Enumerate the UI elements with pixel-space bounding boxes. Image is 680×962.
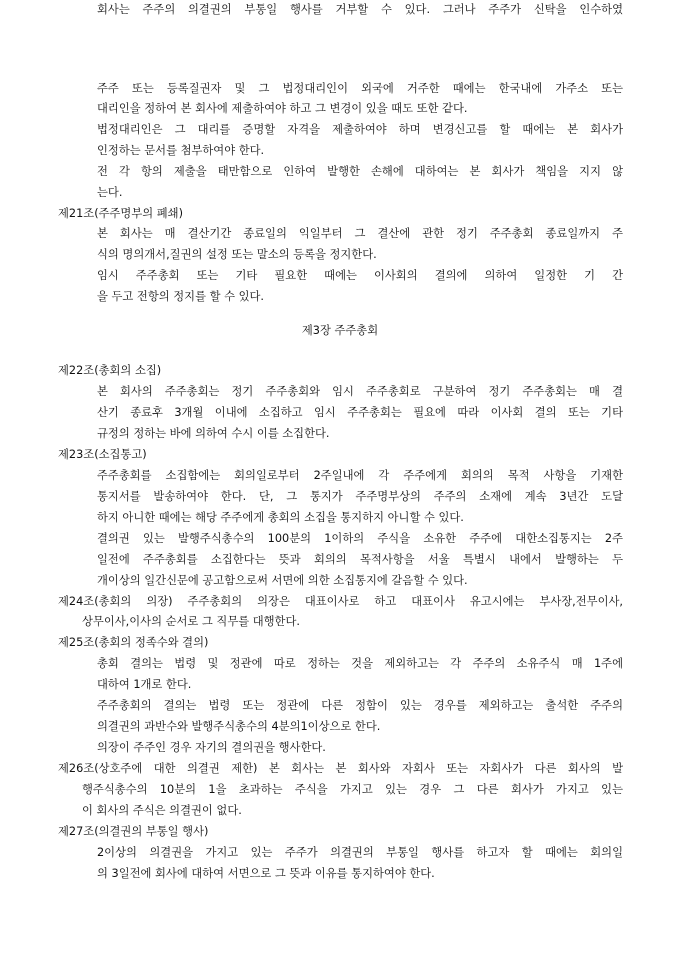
list-item-text: 본 회사는 매 결산기간 종료일의 익일부터 그 결산에 관한 정기 주주총회 종료일까지 주	[97, 227, 623, 240]
list-item-continuation: 일전에 주주총회를 소집한다는 뜻과 회의의 목적사항을 서울 특별시 내에서 발행하는 두	[97, 553, 623, 566]
list-item-continuation: 는다.	[97, 186, 123, 199]
article-heading: 제25조(총회의 정족수와 결의)	[58, 636, 209, 649]
list-item-text: 주주 또는 등록질권자 및 그 법정대리인이 외국에 거주한 때에는 한국내에 가주소 또는	[97, 82, 623, 95]
list-item-continuation: 하지 아니한 때에는 해당 주주에게 총회의 소집을 통지하지 아니할 수 있다.	[97, 511, 464, 524]
article-continuation: 상무이사,이사의 순서로 그 직무를 대행한다.	[82, 615, 300, 628]
article-continuation: 이 회사의 주식은 의결권이 없다.	[82, 804, 242, 817]
article-heading: 제27조(의결권의 부통일 행사)	[58, 825, 209, 838]
list-item-continuation: 을 두고 전항의 정지를 할 수 있다.	[97, 290, 265, 303]
list-item-text: 본 회사의 주주총회는 정기 주주총회와 임시 주주총회로 구분하여 정기 주주총회는 매 결	[97, 385, 623, 398]
list-item-text: 의장이 주주인 경우 자기의 결의권을 행사한다.	[97, 741, 326, 754]
list-item-text: 주주총회의 결의는 법령 또는 정관에 다른 정함이 있는 경우를 제외하고는 출석한 주주의	[97, 699, 623, 712]
list-item-text: 결의권 있는 발행주식총수의 100분의 1이하의 주식을 소유한 주주에 대한소집통지는 2주	[97, 532, 623, 545]
article-heading: 제21조(주주명부의 폐쇄)	[58, 207, 183, 220]
list-item-continuation: 의결권의 과반수와 발행주식총수의 4분의1이상으로 한다.	[97, 720, 381, 733]
list-item-text: 주주총회를 소집함에는 회의일로부터 2주일내에 각 주주에게 회의의 목적 사항을 기재한	[97, 469, 623, 482]
list-item-text: 2이상의 의결권을 가지고 있는 주주가 의결권의 부통일 행사를 하고자 할 때에는 회의일	[97, 846, 623, 859]
list-item-text: 전 각 항의 제출을 태만함으로 인하여 발행한 손해에 대하여는 본 회사가 책임을 지지 않	[97, 165, 623, 178]
article-continuation: 행주식총수의 10분의 1을 초과하는 주식을 가지고 있는 경우 그 다른 회사가 가지고 있는	[82, 783, 623, 796]
article-heading: 제26조(상호주에 대한 의결권 제한) 본 회사는 본 회사와 자회사 또는 자회사가 다른 회사의 발	[58, 762, 623, 775]
article-heading: 제22조(총회의 소집)	[58, 364, 162, 377]
list-item-text: 임시 주주총회 또는 기타 필요한 때에는 이사회의 결의에 의하여 일정한 기 간	[97, 269, 623, 282]
list-item-text: 총회 결의는 법령 및 정관에 따로 정하는 것을 제외하고는 각 주주의 소유주식 매 1주에	[97, 657, 623, 670]
list-item-continuation: 인정하는 문서를 첨부하여야 한다.	[97, 144, 265, 157]
chapter-heading: 제3장 주주총회	[301, 324, 379, 337]
list-item-text: 법정대리인은 그 대리를 증명할 자격을 제출하여야 하며 변경신고를 할 때에는 본 회사가	[97, 123, 623, 136]
list-item-continuation: 규정의 정하는 바에 의하여 수시 이를 소집한다.	[97, 427, 330, 440]
list-item-continuation: 대리인을 정하여 본 회사에 제출하여야 하고 그 변경이 있을 때도 또한 같다.	[97, 102, 468, 115]
list-item-continuation: 산기 종료후 3개월 이내에 소집하고 임시 주주총회는 필요에 따라 이사회 결의 또는 기타	[97, 406, 623, 419]
list-item-continuation: 대하여 1개로 한다.	[97, 678, 192, 691]
list-item-continuation: 통지서를 발송하여야 한다. 단, 그 통지가 주주명부상의 주주의 소재에 계속 3년간 도달	[97, 490, 623, 503]
list-item-continuation: 의 3일전에 회사에 대하여 서면으로 그 뜻과 이유를 통지하여야 한다.	[97, 867, 435, 880]
article-heading: 제23조(소집통고)	[58, 448, 147, 461]
list-item-continuation: 개이상의 일간신문에 공고함으로써 서면에 의한 소집통지에 갈음할 수 있다.	[97, 574, 468, 587]
list-item-text: 회사는 주주의 의결권의 부통일 행사를 거부할 수 있다. 그러나 주주가 신탁을 인수하였	[97, 3, 623, 16]
article-heading: 제24조(총회의 의장) 주주총회의 의장은 대표이사로 하고 대표이사 유고시에는 부사장,전무이사,	[58, 595, 623, 608]
list-item-continuation: 식의 명의개서,질권의 설정 또는 말소의 등록을 정지한다.	[97, 248, 377, 261]
